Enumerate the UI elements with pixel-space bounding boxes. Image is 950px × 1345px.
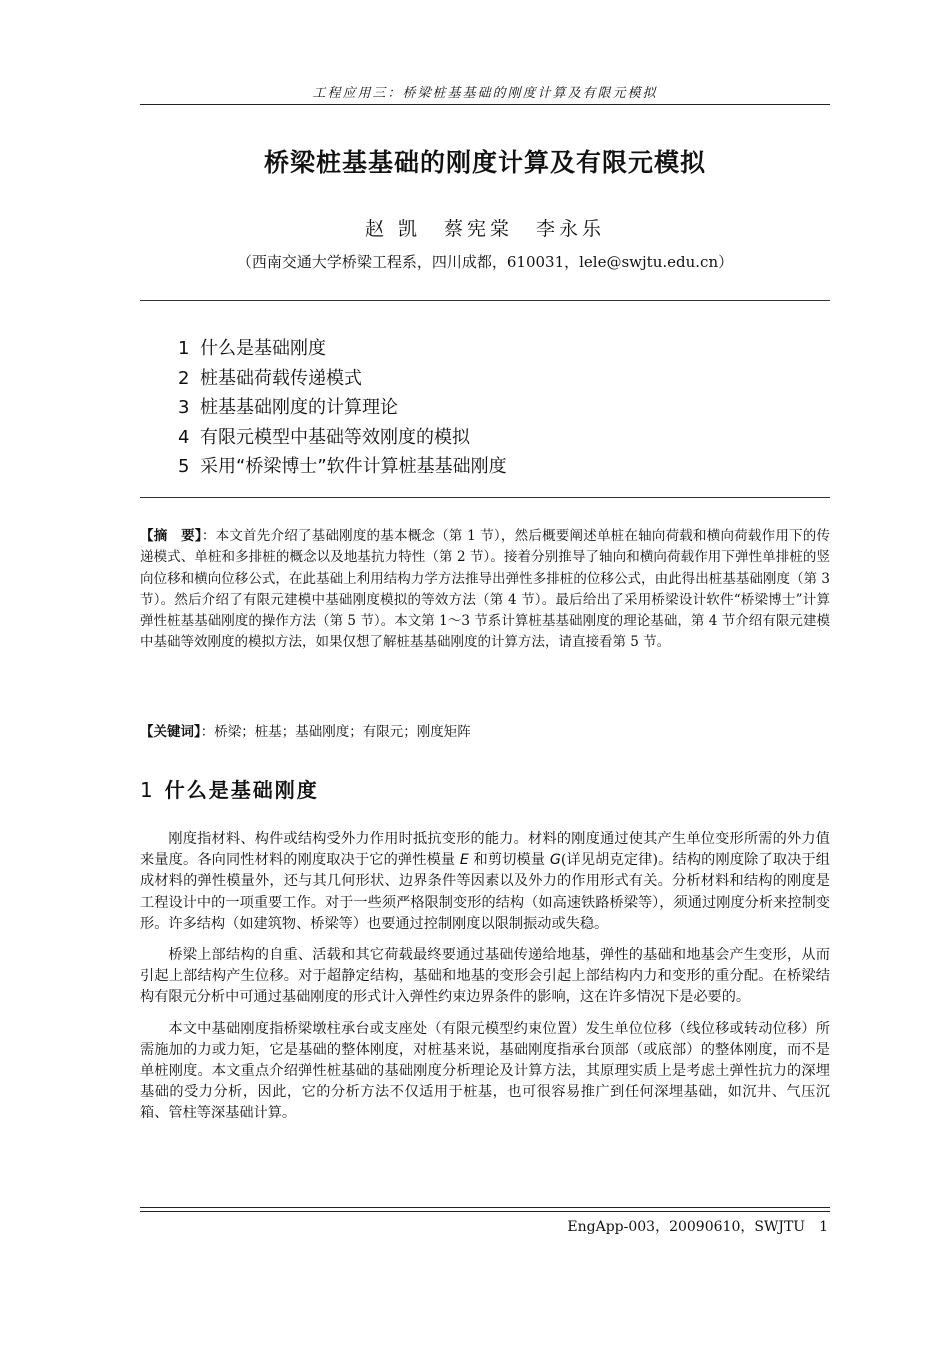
body-paragraph: 桥梁上部结构的自重、活载和其它荷载最终要通过基础传递给地基，弹性的基础和地基会产生变形，从而引起上部结构产生位移。对于超静定结构，基础和地基的变形会引起上部结构内力和变形的重分配。在桥梁结构有限元分析中可通过基础刚度的形式计入弹性约束边界条件的影响，这在许多情况下是必要的。 [140,947,830,1006]
toc-top-rule [140,300,830,301]
section-body [140,829,830,1135]
toc-item[interactable] [178,334,507,364]
paper-title: 桥梁桩基基础的刚度计算及有限元模拟 [263,148,706,177]
keywords-text: ：桥梁；桩基；基础刚度；有限元；刚度矩阵 [200,724,471,740]
section-title-text: 什么是基础刚度 [164,778,319,802]
toc-item-text: 桩基基础刚度的计算理论 [200,397,398,418]
body-paragraph: 本文中基础刚度指桥梁墩柱承台或支座处（有限元模型约束位置）发生单位位移（线位移或转动位移）所需施加的力或力矩，它是基础的整体刚度，对桩基来说，基础刚度指承台顶部（或底部）的整体刚度，而不是单桩刚度。本文重点介绍弹性桩基础的基础刚度分析理论及计算方法，其原理实质上是考虑土弹性抗力的深埋基础的受力分析，因此，它的分析方法不仅适用于桩基，也可很容易推广到任何深埋基础，如沉井、气压沉箱、管柱等深基础计算。 [140,1020,830,1122]
keywords-label: 【关键词】 [140,724,201,740]
symbol-E: E [459,852,469,869]
toc-item-text: 什么是基础刚度 [200,338,326,359]
toc-item-text: 采用“桥梁博士”软件计算桩基基础刚度 [200,456,507,477]
paragraph-text: (详见胡克定律)。结构的刚度除了取决于组成材料的弹性模量外，还与其几何形状、边界条件等因素以及外力的作用形式有关。分析材料和结构的刚度是工程设计中的一项重要工作。对于一些须严格限制变形的结构（如高速铁路桥梁等），须通过刚度分析来控制变形。许多结构（如建筑物、桥梁等）也要通过控制刚度以限制振动或失稳。 [140,852,830,932]
abstract [140,526,830,654]
authors: 赵 凯 蔡宪棠 李永乐 [364,218,606,240]
footer-rule [140,1211,830,1212]
paragraph-text: 刚度指材料、构件或结构受外力作用时抵抗变形的能力。材料的刚度通过使其产生单位变形所需的外力值来量度。各向同性材料的刚度取决于它的弹性模量 [140,831,830,869]
toc-item-number: 1 [178,338,190,359]
toc-item-number: 5 [178,456,190,477]
toc-bottom-rule [140,497,830,498]
running-head: 工程应用三：桥梁桩基基础的刚度计算及有限元模拟 [312,86,658,101]
section-heading [140,774,319,803]
toc-item[interactable] [178,423,507,453]
toc-item[interactable] [178,393,507,423]
toc-item-number: 3 [178,397,190,418]
toc-item[interactable] [178,364,507,394]
header-rule [140,104,830,105]
toc-item-text: 桩基础荷载传递模式 [200,367,362,389]
toc-item[interactable] [178,452,507,482]
symbol-G: G [549,852,561,869]
abstract-label: 【摘 要】 [140,528,202,544]
abstract-text: ：本文首先介绍了基础刚度的基本概念（第 1 节），然后概要阐述单桩在轴向荷载和横向荷载作用下的传递模式、单桩和多排桩的概念以及地基抗力特性（第 2 节）。接着分别推导了轴向和横向荷载作用下弹性单排桩的竖向位移和横向位移公式，在此基础上利用结构力学方法推导出弹性多排桩的位移公式，由此得出桩基基础刚度（第 3 节）。然后介绍了有限元建模中基础刚度模拟的等效方法（第 4 节）。最后给出了采用桥梁设计软件“桥梁博士”计算弹性桩基基础刚度的操作方法（第 5 节）。本文第 1～3 节系计算桩基基础刚度的理论基础，第 4 节介绍有限元建模中基础等效刚度的模拟方法，如果仅想了解桩基基础刚度的计算方法，请直接看第 5 节。 [140,528,831,651]
footer-rule [140,1207,830,1208]
keywords [140,721,830,743]
body-paragraph [140,829,830,935]
toc-item-text: 有限元模型中基础等效刚度的模拟 [200,426,470,448]
toc-item-number: 2 [178,367,190,389]
toc-item-number: 4 [178,426,190,448]
page-footer: EngApp-003，20090610，SWJTU 1 [567,1219,828,1235]
section-number: 1 [140,778,153,802]
affiliation: （西南交通大学桥梁工程系，四川成都，610031，lele@swjtu.edu.cn） [236,253,734,271]
table-of-contents [178,334,507,482]
paragraph-text: 和剪切模量 [468,852,550,869]
